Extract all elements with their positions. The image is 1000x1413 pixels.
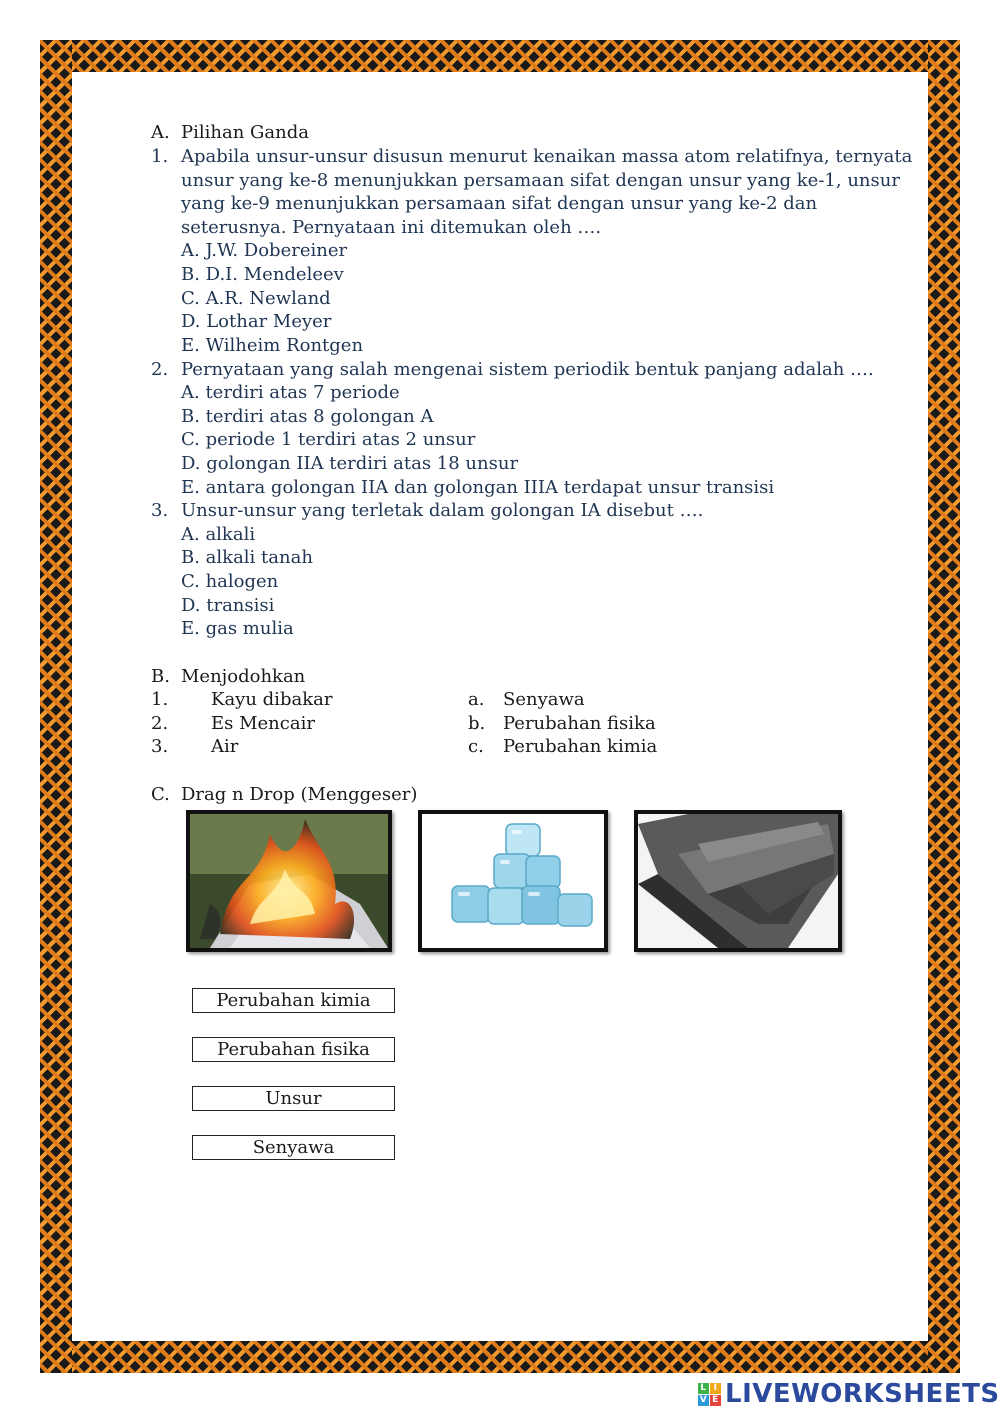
- question-3-number: 3.: [151, 500, 169, 521]
- drag-option-senyawa[interactable]: Senyawa: [192, 1135, 395, 1160]
- decorative-border-top: [40, 40, 960, 72]
- question-1-line-4: seterusnya. Pernyataan ini ditemukan oleh ….: [181, 217, 602, 238]
- match-right-a-text[interactable]: Senyawa: [503, 689, 585, 710]
- match-right-a-letter: a.: [468, 689, 485, 710]
- burning-paper-image: [186, 810, 392, 952]
- section-a-label: A.: [151, 122, 170, 143]
- question-1-number: 1.: [151, 146, 169, 167]
- drag-option-unsur[interactable]: Unsur: [192, 1086, 395, 1111]
- drag-option-perubahan-kimia[interactable]: Perubahan kimia: [192, 988, 395, 1013]
- match-left-3-text[interactable]: Air: [211, 736, 239, 757]
- match-left-1-number: 1.: [151, 689, 169, 710]
- question-2-option-e[interactable]: E. antara golongan IIA dan golongan IIIA terdapat unsur transisi: [181, 477, 775, 498]
- question-3-option-c[interactable]: C. halogen: [181, 571, 279, 592]
- decorative-border-left: [40, 40, 72, 1373]
- match-left-3-number: 3.: [151, 736, 169, 757]
- decorative-border-bottom: [40, 1341, 960, 1373]
- match-left-2-number: 2.: [151, 713, 169, 734]
- ice-cubes-illustration: [422, 814, 604, 948]
- question-1-line-2: unsur yang ke-8 menunjukkan persamaan sifat dengan unsur yang ke-1, unsur: [181, 170, 900, 191]
- question-1-line-1: Apabila unsur-unsur disusun menurut kenaikan massa atom relatifnya, ternyata: [181, 146, 913, 167]
- question-3-option-b[interactable]: B. alkali tanah: [181, 547, 313, 568]
- question-1-option-a[interactable]: A. J.W. Dobereiner: [181, 240, 348, 261]
- match-left-1-text[interactable]: Kayu dibakar: [211, 689, 333, 710]
- question-2-number: 2.: [151, 359, 169, 380]
- drag-option-perubahan-fisika[interactable]: Perubahan fisika: [192, 1037, 395, 1062]
- section-c-title: Drag n Drop (Menggeser): [181, 784, 418, 805]
- question-1-option-c[interactable]: C. A.R. Newland: [181, 288, 331, 309]
- metal-angle-bars-illustration: [638, 814, 838, 948]
- question-2-option-b[interactable]: B. terdiri atas 8 golongan A: [181, 406, 434, 427]
- section-c-label: C.: [151, 784, 170, 805]
- question-2-line-1: Pernyataan yang salah mengenai sistem periodik bentuk panjang adalah ….: [181, 359, 874, 380]
- question-3-option-d[interactable]: D. transisi: [181, 595, 275, 616]
- match-right-b-text[interactable]: Perubahan fisika: [503, 713, 656, 734]
- section-b-title: Menjodohkan: [181, 666, 306, 687]
- question-3-option-e[interactable]: E. gas mulia: [181, 618, 294, 639]
- section-b-label: B.: [151, 666, 170, 687]
- burning-paper-illustration: [190, 814, 388, 948]
- question-1-option-b[interactable]: B. D.I. Mendeleev: [181, 264, 344, 285]
- section-a-title: Pilihan Ganda: [181, 122, 309, 143]
- question-1-option-e[interactable]: E. Wilheim Rontgen: [181, 335, 364, 356]
- match-left-2-text[interactable]: Es Mencair: [211, 713, 315, 734]
- question-2-option-d[interactable]: D. golongan IIA terdiri atas 18 unsur: [181, 453, 519, 474]
- match-right-c-letter: c.: [468, 736, 484, 757]
- metal-angle-bars-image: [634, 810, 842, 952]
- match-right-b-letter: b.: [468, 713, 486, 734]
- question-3-option-a[interactable]: A. alkali: [181, 524, 256, 545]
- match-right-c-text[interactable]: Perubahan kimia: [503, 736, 658, 757]
- question-2-option-a[interactable]: A. terdiri atas 7 periode: [181, 382, 400, 403]
- question-1-option-d[interactable]: D. Lothar Meyer: [181, 311, 332, 332]
- decorative-border-right: [928, 40, 960, 1373]
- question-3-line-1: Unsur-unsur yang terletak dalam golongan IA disebut ….: [181, 500, 704, 521]
- liveworksheets-logo-icon: L I V E: [698, 1383, 721, 1406]
- liveworksheets-logo: [698, 1380, 1000, 1408]
- ice-cubes-image: [418, 810, 608, 952]
- liveworksheets-brand-text: LIVEWORKSHEETS: [725, 1379, 1000, 1409]
- question-2-option-c[interactable]: C. periode 1 terdiri atas 2 unsur: [181, 429, 476, 450]
- question-1-line-3: yang ke-9 menunjukkan persamaan sifat dengan unsur yang ke-2 dan: [181, 193, 818, 214]
